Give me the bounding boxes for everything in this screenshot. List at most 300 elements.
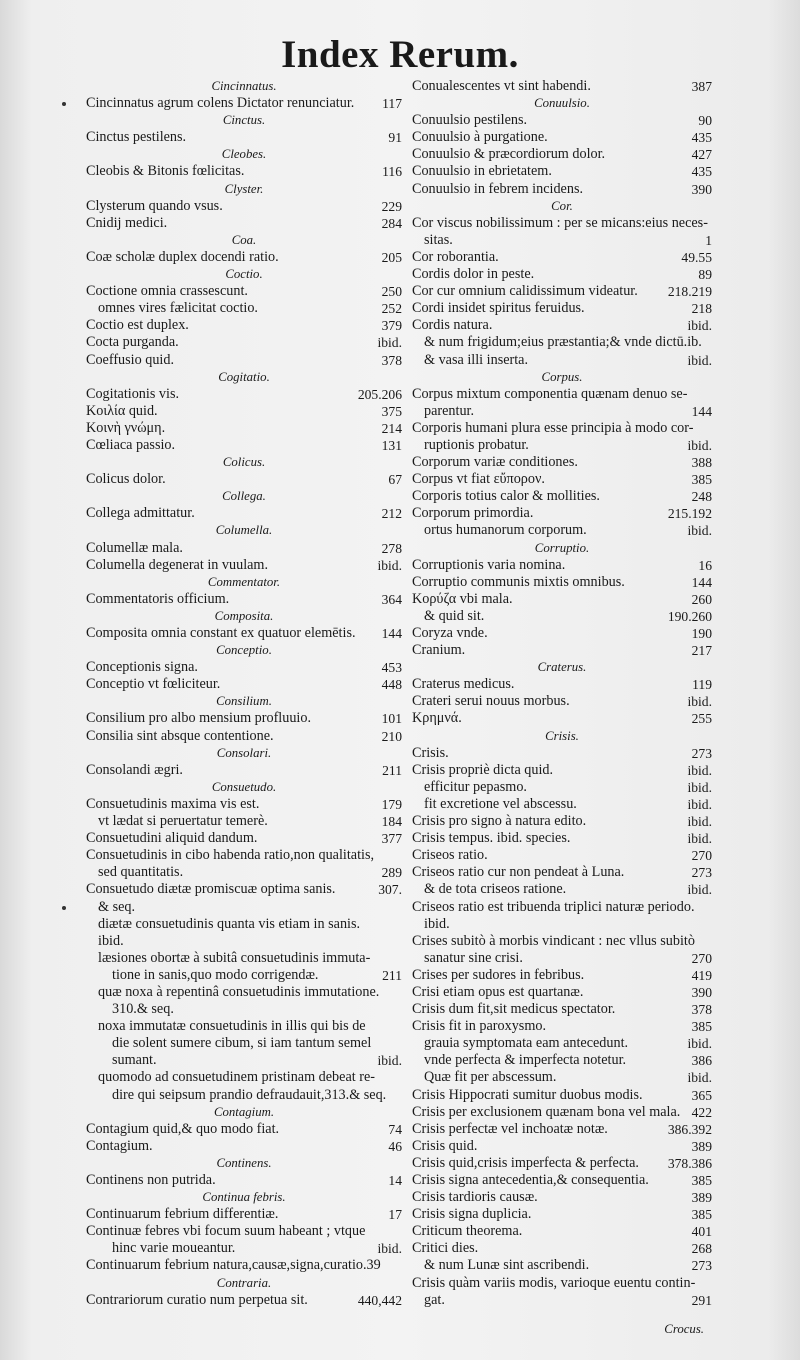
entry-text: quomodo ad consuetudinem pristinam debeat re- (98, 1069, 375, 1086)
index-entry (412, 642, 712, 659)
index-entry (86, 625, 402, 642)
index-entry (412, 710, 712, 727)
page-reference: 379 (381, 318, 402, 334)
page-reference: 144 (691, 403, 712, 419)
right-column (412, 78, 712, 1309)
index-entry (86, 129, 402, 146)
index-entry (412, 454, 712, 471)
index-entry (412, 129, 712, 146)
index-entry (86, 300, 402, 317)
entry-text: Crisis quid,crisis imperfecta & perfecta. (412, 1154, 639, 1171)
section-heading: Continua febris. (202, 1190, 286, 1205)
left-column (86, 78, 402, 1309)
index-entry (412, 899, 712, 916)
page-reference: 217 (691, 643, 712, 659)
page-reference: 17 (388, 1207, 402, 1223)
entry-text: Commentatoris officium. (86, 590, 230, 607)
index-entry (86, 1018, 402, 1035)
index-entry (86, 540, 402, 557)
page-reference: ibid. (687, 762, 712, 778)
index-entry (412, 1001, 712, 1018)
index-entry (412, 984, 712, 1001)
page-reference: 390 (691, 984, 712, 1000)
entry-text: Contagium quid,& quo modo fiat. (86, 1120, 280, 1137)
index-entry (86, 1172, 402, 1189)
index-entry (412, 181, 712, 198)
section-heading: Commentator. (207, 574, 281, 589)
entry-text: Corporis totius calor & mollities. (412, 488, 600, 505)
index-entry (412, 1138, 712, 1155)
bullet-mark (62, 102, 66, 106)
index-entry (412, 693, 712, 710)
entry-text: vt lædat si peruertatur temerè. (98, 813, 268, 830)
page-reference: 378 (381, 352, 402, 368)
index-entry (412, 1035, 712, 1052)
entry-text: Composita omnia constant ex quatuor elemētis. (86, 625, 356, 641)
entry-text: Continens non putrida. (86, 1172, 216, 1188)
entry-text: Crisis fit in paroxysmo. (412, 1018, 546, 1035)
index-entry (412, 608, 712, 625)
entry-text: Crisis signa duplicia. (412, 1206, 532, 1223)
index-entry (412, 249, 712, 266)
entry-text: Crisis tardioris causæ. (412, 1189, 538, 1206)
index-entry (412, 1275, 712, 1292)
index-entry (86, 1292, 402, 1309)
page-reference: ibid. (687, 1070, 712, 1086)
entry-text: Crisi etiam opus est quartanæ. (412, 983, 584, 1000)
entry-text: ibid. (424, 915, 450, 932)
page-reference: 179 (381, 796, 402, 812)
section-heading: Coctio. (225, 267, 263, 282)
page-reference: 89 (698, 267, 712, 283)
index-entry (86, 1121, 402, 1138)
section-heading: Columella. (215, 523, 273, 538)
page-reference: 211 (382, 967, 402, 983)
section-heading: Cogitatio. (218, 369, 270, 384)
entry-text: Corpus vt fiat εὔπορον. (412, 471, 545, 488)
index-entry (412, 933, 712, 950)
index-entry (86, 796, 402, 813)
catchword: Crocus. (664, 1322, 704, 1336)
page-reference: 252 (381, 301, 402, 317)
index-entry (86, 762, 402, 779)
page-reference: 260 (691, 591, 712, 607)
entry-text: Conuulsio à purgatione. (412, 129, 548, 146)
index-entry (86, 403, 402, 420)
entry-text: quæ noxa à repentinâ consuetudinis immutatione. (98, 983, 380, 1000)
index-entry (412, 1069, 712, 1086)
entry-text: Crisis tempus. ibid. species. (412, 830, 571, 847)
entry-text: ortus humanorum corporum. (424, 522, 587, 539)
entry-text: Cocta purganda. (86, 334, 179, 351)
section-heading: Consuetudo. (211, 779, 277, 794)
page-reference: 218.219 (667, 284, 712, 300)
page-reference: 453 (381, 660, 402, 676)
page-reference: 101 (381, 711, 402, 727)
entry-text: Columella degenerat in vuulam. (86, 556, 269, 573)
index-entry (412, 813, 712, 830)
entry-text: Consuetudo diætæ promiscuæ optima sanis. (86, 881, 336, 898)
entry-text: Κορύζα vbi mala. (412, 590, 513, 607)
index-entry (86, 591, 402, 608)
entry-text: Corruptio communis mixtis omnibus. (412, 573, 625, 590)
index-entry (412, 1155, 712, 1172)
entry-text: sanatur sine crisi. (424, 949, 523, 966)
index-entry (412, 334, 712, 351)
entry-text: vnde perfecta & imperfecta notetur. (424, 1052, 627, 1069)
index-entry (412, 215, 712, 232)
page-reference: 278 (381, 540, 402, 556)
index-entry (86, 864, 402, 881)
entry-text: & num frigidum;eius præstantia;& vnde dictū.ib. (424, 334, 702, 351)
page-reference: 427 (691, 147, 712, 163)
entry-text: omnes vires fælicitat coctio. (98, 300, 258, 317)
page-reference: 386.392 (667, 1121, 712, 1137)
index-entry (412, 1121, 712, 1138)
entry-text: hinc varie moueantur. (112, 1240, 236, 1257)
entry-text: Crisis per exclusionem quænam bona vel mala. (412, 1103, 681, 1120)
entry-text: Cœliaca passio. (86, 436, 176, 453)
page-reference: 91 (388, 130, 402, 146)
page-reference: 435 (691, 164, 712, 180)
entry-text: Quæ fit per abscessum. (424, 1069, 557, 1086)
index-entry (412, 625, 712, 642)
index-entry (412, 1223, 712, 1240)
index-entry (412, 283, 712, 300)
entry-text: Cinctus pestilens. (86, 129, 187, 146)
page-reference: 248 (691, 489, 712, 505)
page-reference: 215.192 (667, 506, 712, 522)
page-reference: 378.386 (667, 1155, 712, 1171)
entry-text: Criseos ratio cur non pendeat à Luna. (412, 864, 625, 881)
entry-text: dire qui seipsum prandio defraudauit,313.& seq. (112, 1086, 387, 1103)
entry-text: Cranium. (412, 642, 466, 659)
index-entry (86, 728, 402, 745)
page-reference: 90 (698, 113, 712, 129)
section-heading: Corruptio. (534, 540, 590, 555)
index-entry (412, 146, 712, 163)
entry-text: Conualescentes vt sint habendi. (412, 78, 591, 94)
page-reference: 388 (691, 455, 712, 471)
index-entry (86, 967, 402, 984)
index-entry (412, 471, 712, 488)
entry-text: Κοινὴ γνώμη. (86, 419, 166, 436)
entry-text: Criticum theorema. (412, 1223, 523, 1240)
index-entry (86, 1069, 402, 1086)
section-heading: Conuulsio. (534, 96, 590, 111)
page-reference: 289 (381, 865, 402, 881)
index-entry (412, 386, 712, 403)
page-reference: ibid. (687, 814, 712, 830)
section-heading: Colicus. (222, 455, 266, 470)
entry-text: Collega admittatur. (86, 505, 195, 522)
index-entry (412, 967, 712, 984)
entry-text: Crisis signa antecedentia,& consequentia. (412, 1172, 649, 1188)
entry-text: parentur. (424, 402, 475, 419)
entry-text: Consuetudinis in cibo habenda ratio,non qualitatis, (86, 847, 375, 864)
page-reference: ibid. (687, 437, 712, 453)
page-reference: 210 (381, 728, 402, 744)
page-reference: 440,442 (357, 1292, 402, 1308)
index-entry (412, 574, 712, 591)
page-reference: 389 (691, 1138, 712, 1154)
section-heading: Continens. (216, 1155, 272, 1170)
page-reference: ibid. (377, 557, 402, 573)
index-entry (412, 420, 712, 437)
index-entry (86, 710, 402, 727)
index-entry (86, 1035, 402, 1052)
page-reference: 364 (381, 591, 402, 607)
index-entry (86, 933, 402, 950)
entry-text: Corruptionis varia nomina. (412, 556, 566, 573)
entry-text: Craterus medicus. (412, 676, 515, 693)
entry-text: Corpus mixtum componentia quænam denuo se- (412, 385, 688, 402)
page-reference: 435 (691, 130, 712, 146)
index-entry (412, 437, 712, 454)
entry-text: Consuetudini aliquid dandum. (86, 830, 258, 847)
entry-text: Corporis humani plura esse principia à modo cor- (412, 419, 694, 436)
index-entry (412, 916, 712, 933)
page-reference: 117 (382, 96, 402, 112)
section-heading: Contagium. (213, 1104, 275, 1119)
index-entry (412, 881, 712, 898)
entry-text: & seq. (98, 898, 136, 915)
index-entry (86, 676, 402, 693)
index-entry (412, 1240, 712, 1257)
index-entry (412, 796, 712, 813)
index-entry (86, 317, 402, 334)
entry-text: Cor cur omnium calidissimum videatur. (412, 283, 638, 300)
page-reference: ibid. (377, 1053, 402, 1069)
index-entry (86, 916, 402, 933)
page-reference: 448 (381, 677, 402, 693)
entry-text: fit excretione vel abscessu. (424, 795, 577, 812)
page-reference: 387 (691, 79, 712, 94)
entry-text: Crisis Hippocrati sumitur duobus modis. (412, 1086, 643, 1103)
section-heading: Coa. (231, 232, 257, 247)
entry-text: diætæ consuetudinis quanta vis etiam in sanis. (98, 915, 361, 932)
index-entry (412, 522, 712, 539)
index-entry (86, 95, 402, 112)
entry-text: Critici dies. (412, 1240, 479, 1257)
entry-text: Crises subitò à morbis vindicant : nec vllus subitò (412, 932, 695, 949)
index-entry (412, 779, 712, 796)
entry-text: Colicus dolor. (86, 471, 166, 488)
page-reference: 389 (691, 1190, 712, 1206)
section-heading: Composita. (214, 608, 274, 623)
index-entry (412, 163, 712, 180)
page-reference: 291 (691, 1292, 712, 1308)
index-entry (412, 864, 712, 881)
entry-text: Coeffusio quid. (86, 351, 175, 368)
entry-text: Coctio est duplex. (86, 317, 189, 334)
section-heading: Craterus. (537, 660, 587, 675)
page-reference: 46 (388, 1138, 402, 1154)
entry-text: Cor viscus nobilissimum : per se micans:eius neces- (412, 214, 708, 231)
entry-text: Crisis propriè dicta quid. (412, 761, 554, 778)
page-reference: 205 (381, 249, 402, 265)
entry-text: Κοιλία quid. (86, 402, 158, 419)
page-reference: 211 (382, 762, 402, 778)
entry-text: noxa immutatæ consuetudinis in illis qui bis de (98, 1018, 366, 1035)
index-entry (412, 403, 712, 420)
index-entry (412, 745, 712, 762)
entry-text: Contrariorum curatio num perpetua sit. (86, 1291, 308, 1308)
section-heading: Conceptio. (216, 643, 272, 658)
index-entry (412, 232, 712, 249)
page-reference: 390 (691, 181, 712, 197)
page-reference: 250 (381, 284, 402, 300)
entry-text: & num Lunæ sint ascribendi. (424, 1257, 590, 1274)
index-entry (412, 762, 712, 779)
page-reference: 385 (691, 1173, 712, 1188)
index-entry (412, 676, 712, 693)
index-entry (412, 1172, 712, 1189)
entry-text: Conuulsio & præcordiorum dolor. (412, 146, 606, 163)
index-entry (86, 420, 402, 437)
page-reference: 268 (691, 1241, 712, 1257)
index-entry (412, 317, 712, 334)
index-entry (86, 557, 402, 574)
entry-text: Crateri serui nouus morbus. (412, 693, 570, 710)
entry-text: Columellæ mala. (86, 539, 183, 556)
entry-text: ibid. (98, 932, 124, 949)
index-entry (86, 1257, 402, 1274)
index-entry (86, 215, 402, 232)
page-reference: 190.260 (667, 608, 712, 624)
section-heading: Cor. (551, 198, 573, 213)
index-entry (412, 352, 712, 369)
entry-text: 310.& seq. (112, 1001, 174, 1018)
index-entry (86, 659, 402, 676)
index-entry (412, 1257, 712, 1274)
section-heading: Collega. (222, 489, 266, 504)
page-reference: ibid. (687, 796, 712, 812)
page-reference: 375 (381, 403, 402, 419)
index-entry (412, 505, 712, 522)
entry-text: Cordis natura. (412, 317, 493, 334)
entry-text: ruptionis probatur. (424, 436, 529, 453)
page-reference: ibid. (687, 779, 712, 795)
page-reference: 49.55 (681, 249, 712, 265)
index-entry (412, 1087, 712, 1104)
entry-text: Crisis. (412, 744, 449, 761)
page-reference: 229 (381, 198, 402, 214)
entry-text: læsiones obortæ à subitâ consuetudinis immuta- (98, 949, 371, 966)
index-entry (412, 950, 712, 967)
entry-text: Cor roborantia. (412, 248, 499, 265)
index-entry (86, 471, 402, 488)
page-reference: 284 (381, 215, 402, 231)
index-entry (86, 881, 402, 898)
entry-text: Clysterum quando vsus. (86, 197, 223, 214)
entry-text: die solent sumere cibum, si iam tantum semel (112, 1035, 372, 1052)
page-reference: 385 (691, 472, 712, 488)
index-entry (412, 78, 712, 95)
entry-text: Consilium pro albo mensium profluuio. (86, 710, 312, 727)
index-entry (86, 334, 402, 351)
entry-text: Cordi insidet spiritus feruidus. (412, 300, 585, 317)
page-reference: ibid. (687, 523, 712, 539)
page-reference: 378 (691, 1002, 712, 1018)
index-entry (86, 899, 402, 916)
index-entry (86, 1223, 402, 1240)
entry-text: Conuulsio in febrem incidens. (412, 180, 584, 197)
page-reference: 401 (691, 1224, 712, 1240)
index-entry (86, 352, 402, 369)
index-entry (86, 386, 402, 403)
entry-text: Cnidij medici. (86, 214, 168, 231)
page-reference: 144 (691, 574, 712, 590)
entry-text: Crisis perfectæ vel inchoatæ notæ. (412, 1120, 608, 1137)
page-reference: 214 (381, 420, 402, 436)
page-reference: 255 (691, 711, 712, 727)
entry-text: sumant. (112, 1052, 157, 1069)
entry-text: Consuetudinis maxima vis est. (86, 795, 260, 812)
section-heading: Cleobes. (221, 147, 267, 162)
page-reference: 270 (691, 848, 712, 864)
index-entry (86, 1240, 402, 1257)
entry-text: sitas. (424, 231, 453, 248)
index-entry (412, 1104, 712, 1121)
entry-text: Conuulsio pestilens. (412, 112, 528, 129)
page-reference: 365 (691, 1087, 712, 1103)
entry-text: Crisis pro signo à natura edito. (412, 813, 587, 830)
section-heading: Corpus. (541, 369, 583, 384)
entry-text: Coctione omnia crassescunt. (86, 283, 248, 300)
page-reference: 116 (382, 164, 402, 180)
page-reference: ibid. (687, 831, 712, 847)
page-reference: ibid. (687, 318, 712, 334)
page-reference: 144 (381, 626, 402, 641)
index-entry (412, 488, 712, 505)
index-entry (86, 1087, 402, 1104)
page-reference: 273 (691, 745, 712, 761)
index-entry (86, 950, 402, 967)
index-entry (86, 163, 402, 180)
entry-text: efficitur pepasmo. (424, 778, 527, 795)
page-title: Index Rerum. (281, 33, 519, 76)
section-heading: Cinctus. (222, 113, 266, 128)
entry-text: Criseos ratio. (412, 847, 488, 864)
entry-text: Coæ scholæ duplex docendi ratio. (86, 248, 279, 265)
page-reference: 190 (691, 626, 712, 641)
entry-text: Conceptionis signa. (86, 659, 198, 676)
entry-text: Continuarum febrium differentiæ. (86, 1206, 279, 1223)
entry-text: & de tota criseos ratione. (424, 881, 567, 898)
entry-text: grauia symptomata eam antecedunt. (424, 1035, 629, 1052)
page-reference: ibid. (687, 694, 712, 710)
entry-text: Cogitationis vis. (86, 385, 180, 402)
index-entry (86, 984, 402, 1001)
entry-text: Κρημνά. (412, 710, 462, 727)
page-reference: 131 (381, 437, 402, 453)
index-entry (86, 283, 402, 300)
index-entry (412, 1292, 712, 1309)
entry-text: Contagium. (86, 1137, 153, 1154)
index-entry (86, 847, 402, 864)
entry-text: Crisis quid. (412, 1137, 478, 1154)
section-heading: Contraria. (216, 1275, 272, 1290)
page-reference: 377 (381, 831, 402, 847)
entry-text: Conceptio vt fœliciteur. (86, 676, 221, 693)
section-heading: Consolari. (216, 745, 272, 760)
page-reference: 419 (691, 967, 712, 983)
page-reference: ibid. (377, 335, 402, 351)
index-entry (412, 1018, 712, 1035)
index-entry (86, 1001, 402, 1018)
section-heading: Consilium. (216, 694, 272, 709)
